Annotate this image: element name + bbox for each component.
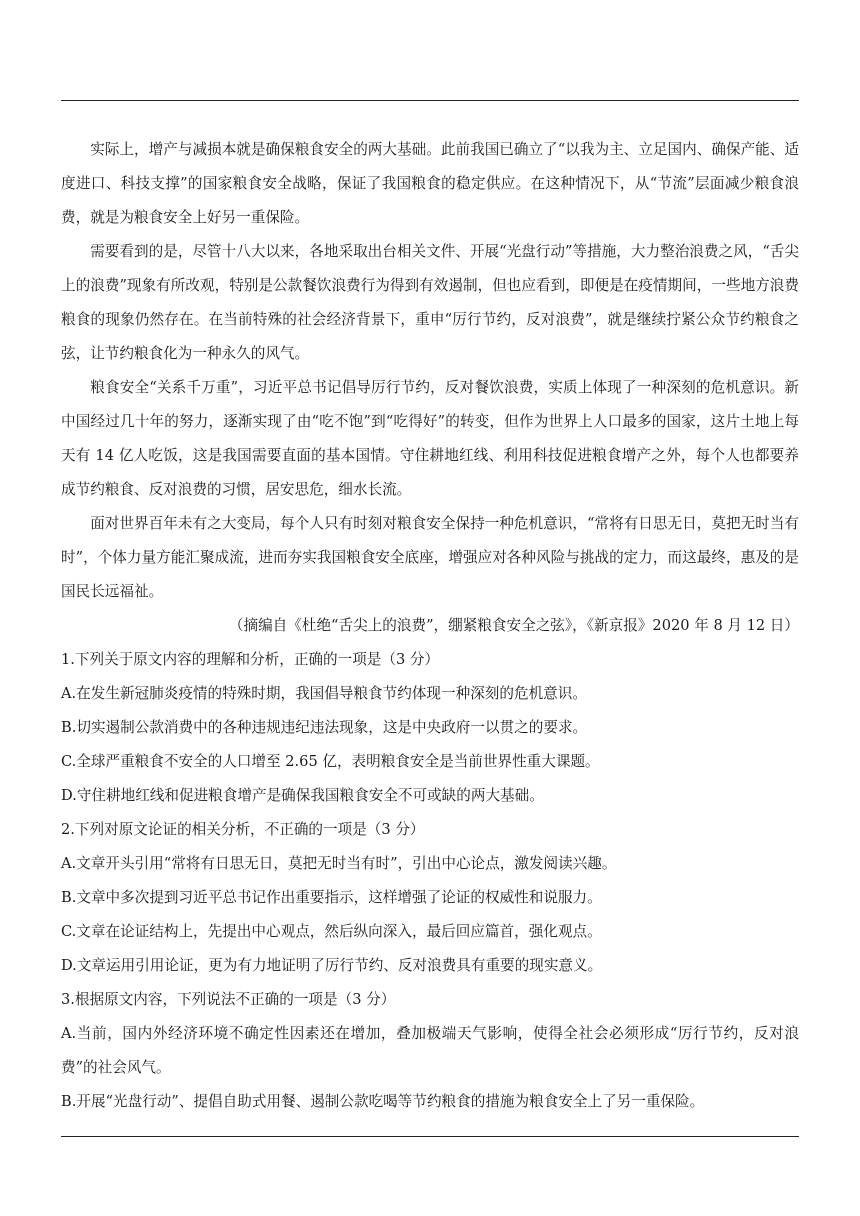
option-a: A.文章开头引用“常将有日思无日，莫把无时当有时”，引出中心论点，激发阅读兴趣。: [61, 855, 617, 872]
option-d: D.文章运用引用论证，更为有力地证明了厉行节约、反对浪费具有重要的现实意义。: [61, 957, 603, 974]
option-c: C.全球严重粮食不安全的人口增至 2.65 亿，表明粮食安全是当前世界性重大课题。: [61, 753, 600, 770]
option-b: B.切实遏制公款消费中的各种违规违纪违法现象，这是中央政府一以贯之的要求。: [61, 719, 588, 736]
passage-paragraph-1: 实际上，增产与减损本就是确保粮食安全的两大基础。此前我国已确立了“以我为主、立足国内、确保产能、适度进口、科技支撑”的国家粮食安全战略，保证了我国粮食的稳定供应。在这种情况下，从“节流”层面减少粮食浪费，就是为粮食安全上好另一重保险。: [61, 141, 799, 226]
option-a: A.在发生新冠肺炎疫情的特殊时期，我国倡导粮食节约体现一种深刻的危机意识。: [61, 685, 587, 702]
option-d: D.守住耕地红线和促进粮食增产是确保我国粮食安全不可或缺的两大基础。: [61, 787, 544, 804]
passage-source: （摘编自《杜绝“舌尖上的浪费”，绷紧粮食安全之弦》，《新京报》2020 年 8 月 12 日）: [228, 617, 799, 634]
header-rule: [61, 100, 799, 101]
footer-rule: [61, 1136, 799, 1137]
option-b: B.开展“光盘行动”、提倡自助式用餐、遏制公款吃喝等节约粮食的措施为粮食安全上了另一重保险。: [61, 1093, 705, 1110]
question-stem: 2.下列对原文论证的相关分析，不正确的一项是（3 分）: [61, 821, 425, 838]
question-2: [61, 813, 799, 983]
passage-paragraph-2: 需要看到的是，尽管十八大以来，各地采取出台相关文件、开展“光盘行动”等措施，大力整治浪费之风，“舌尖上的浪费”现象有所改观，特别是公款餐饮浪费行为得到有效遏制，但也应看到，即便是在疫情期间，一些地方浪费粮食的现象仍然存在。在当前特殊的社会经济背景下，重申“厉行节约，反对浪费”，就是继续拧紧公众节约粮食之弦，让节约粮食化为一种永久的风气。: [61, 243, 799, 362]
question-1: [61, 643, 799, 813]
passage-paragraph-3: 粮食安全“关系千万重”，习近平总书记倡导厉行节约，反对餐饮浪费，实质上体现了一种深刻的危机意识。新中国经过几十年的努力，逐渐实现了由“吃不饱”到“吃得好”的转变，但作为世界上人口最多的国家，这片土地上每天有 14 亿人吃饭，这是我国需要直面的基本国情。守住耕地红线、利用科技促进粮食增产之外，每个人也都要养成节约粮食、反对浪费的习惯，居安思危，细水长流。: [61, 379, 799, 498]
question-stem: 1.下列关于原文内容的理解和分析，正确的一项是（3 分）: [61, 651, 440, 668]
passage-paragraph-4: 面对世界百年未有之大变局，每个人只有时刻对粮食安全保持一种危机意识，“常将有日思无日，莫把无时当有时”，个体力量方能汇聚成流，进而夯实我国粮食安全底座，增强应对各种风险与挑战的定力，而这最终，惠及的是国民长远福祉。: [61, 515, 799, 600]
option-c: C.文章在论证结构上，先提出中心观点，然后纵向深入，最后回应篇首，强化观点。: [61, 923, 602, 940]
question-3: [61, 983, 799, 1119]
option-a: A.当前，国内外经济环境不确定性因素还在增加，叠加极端天气影响，使得全社会必须形成“厉行节约，反对浪费”的社会风气。: [61, 1025, 799, 1076]
document-body: [61, 133, 799, 1119]
option-b: B.文章中多次提到习近平总书记作出重要指示，这样增强了论证的权威性和说服力。: [61, 889, 602, 906]
reading-passage: [61, 133, 799, 643]
question-stem: 3.根据原文内容，下列说法不正确的一项是（3 分）: [61, 991, 396, 1008]
